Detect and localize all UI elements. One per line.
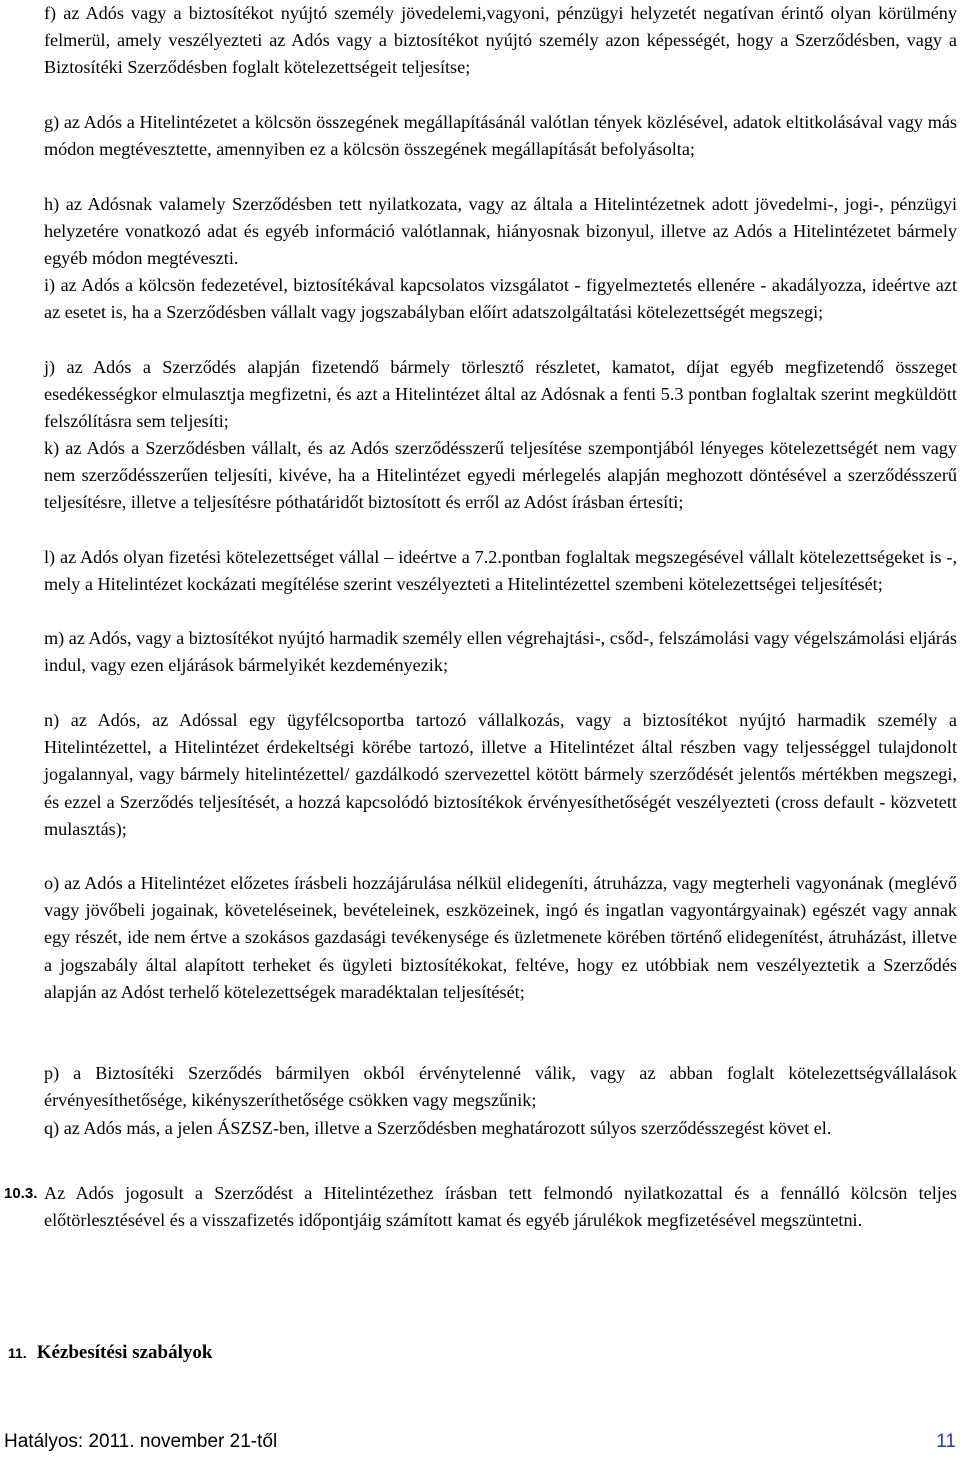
list-item-text: n) az Adós, az Adóssal egy ügyfélcsoportba tartozó vállalkozás, vagy a biztosítékot nyújtó harmadik személy a Hitelintézettel, a Hitelintézet érdekeltségi körébe tartozó, illetve a Hitelintézet által részben vagy teljességgel tulajdonolt jogalannyal, vagy bármely hitelintézettel/ gazdálkodó szervezettel kötött bármely szerződését jelentős mértékben megszegi, és ezzel a Szerződés teljesítését, a hozzá kapcsolódó biztosítékok érvényesíthetőségét veszélyezteti (cross default - közvetett mulasztás); — [44, 710, 957, 839]
list-item-j — [44, 354, 957, 436]
list-item-g — [44, 109, 957, 163]
list-item-n — [44, 707, 957, 843]
list-item-text: j) az Adós a Szerződés alapján fizetendő bármely törlesztő részletet, kamatot, díjat egyéb megfizetendő összeget esedékességkor elmulasztja megfizetni, és azt a Hitelintézet által az Adósnak a fenti 5.3 pontban foglaltak szerint megküldött felszólításra sem teljesíti; — [44, 357, 957, 432]
list-item-text: l) az Adós olyan fizetési kötelezettséget vállal – ideértve a 7.2.pontban foglaltak megszegésével vállalt kötelezettségeket is -, mely a Hitelintézet kockázati megítélése szerint veszélyezteti a Hitelintézettel szembeni kötelezettségei teljesítését; — [44, 547, 957, 595]
section-heading-number: 11. — [8, 1345, 27, 1361]
list-item-l — [44, 544, 957, 598]
list-item-text: g) az Adós a Hitelintézetet a kölcsön összegének megállapításánál valótlan tények közlésével, adatok eltitkolásával vagy más módon megtévesztette, amennyiben ez a kölcsön összegének megállapítását befolyásolta; — [44, 112, 957, 160]
list-item-text: q) az Adós más, a jelen ÁSZSZ-ben, illetve a Szerződésben meghatározott súlyos szerződésszegést követ el. — [44, 1118, 832, 1138]
list-item-p — [44, 1060, 957, 1114]
list-item-f — [44, 0, 957, 82]
section-number: 10.3. — [4, 1185, 38, 1202]
list-item-text: i) az Adós a kölcsön fedezetével, biztosítékával kapcsolatos vizsgálatot - figyelmeztetés ellenére - akadályozza, ideértve azt az esetet is, ha a Szerződésben vállalt vagy jogszabályban előírt adatszolgáltatási kötelezettségét megszegi; — [44, 275, 957, 323]
list-item-text: p) a Biztosítéki Szerződés bármilyen okból érvénytelenné válik, vagy az abban foglalt kötelezettségvállalások érvényesíthetősége, kikényszeríthetősége csökken vagy megszűnik; — [44, 1063, 957, 1111]
section-heading-title: Kézbesítési szabályok — [36, 1342, 213, 1363]
list-item-m — [44, 625, 957, 679]
footer-effective-date: Hatályos: 2011. november 21-től — [4, 1431, 278, 1452]
list-item-o — [44, 870, 957, 1006]
list-item-text: m) az Adós, vagy a biztosítékot nyújtó harmadik személy ellen végrehajtási-, csőd-, felszámolási vagy végelszámolási eljárás indul, vagy ezen eljárások bármelyikét kezdeményezik; — [44, 628, 957, 676]
list-item-text: k) az Adós a Szerződésben vállalt, és az Adós szerződésszerű teljesítése szempontjából lényeges kötelezettségét nem vagy nem szerződésszerűen teljesíti, kivéve, ha a Hitelintézet egyedi mérlegelés alapján meghozott döntésével a szerződésszerű teljesítésre, illetve a teljesítésre póthatáridőt biztosított és erről az Adóst írásban értesíti; — [44, 438, 957, 513]
list-item-h — [44, 191, 957, 273]
list-item-q — [44, 1115, 957, 1142]
list-item-i — [44, 272, 957, 326]
list-item-k — [44, 435, 957, 517]
section-heading — [8, 1342, 212, 1364]
list-item-text: o) az Adós a Hitelintézet előzetes írásbeli hozzájárulása nélkül elidegeníti, átruházza, vagy megterheli vagyonának (meglévő vagy jövőbeli jogainak, követeléseinek, bevételeinek, eszközeinek, ingó és ingatlan vagyontárgyainak) egészét vagy annak egy részét, ide nem értve a szokásos gazdasági tevékenysége és üzletmenete körében történő elidegenítést, átruházást, illetve a jogszabály által alapított terheket és ügyleti biztosítékokat, feltéve, hogy ez utóbbiak nem veszélyeztetik a Szerződés alapján az Adóst terhelő kötelezettségek maradéktalan teljesítését; — [44, 873, 957, 1002]
list-item-text: f) az Adós vagy a biztosítékot nyújtó személy jövedelemi,vagyoni, pénzügyi helyzetét negatívan érintő olyan körülmény felmerül, amely veszélyezteti az Adós vagy a biztosítékot nyújtó személy azon képességét, hogy a Szerződésben, vagy a Biztosítéki Szerződésben foglalt kötelezettségeit teljesítse; — [44, 3, 957, 78]
page-number: 11 — [936, 1431, 956, 1452]
section-text: Az Adós jogosult a Szerződést a Hitelintézethez írásban tett felmondó nyilatkozattal és a fennálló kölcsön teljes előtörlesztésével és a visszafizetés időpontjáig számított kamat és egyéb járulékok megfizetésével megszüntetni. — [44, 1183, 957, 1231]
list-item-text: h) az Adósnak valamely Szerződésben tett nyilatkozata, vagy az általa a Hitelintézetnek adott jövedelmi-, jogi-, pénzügyi helyzetére vonatkozó adat és egyéb információ valótlannak, hiányosnak bizonyul, illetve az Adós a Hitelintézetet bármely egyéb módon megtéveszti. — [44, 194, 957, 269]
